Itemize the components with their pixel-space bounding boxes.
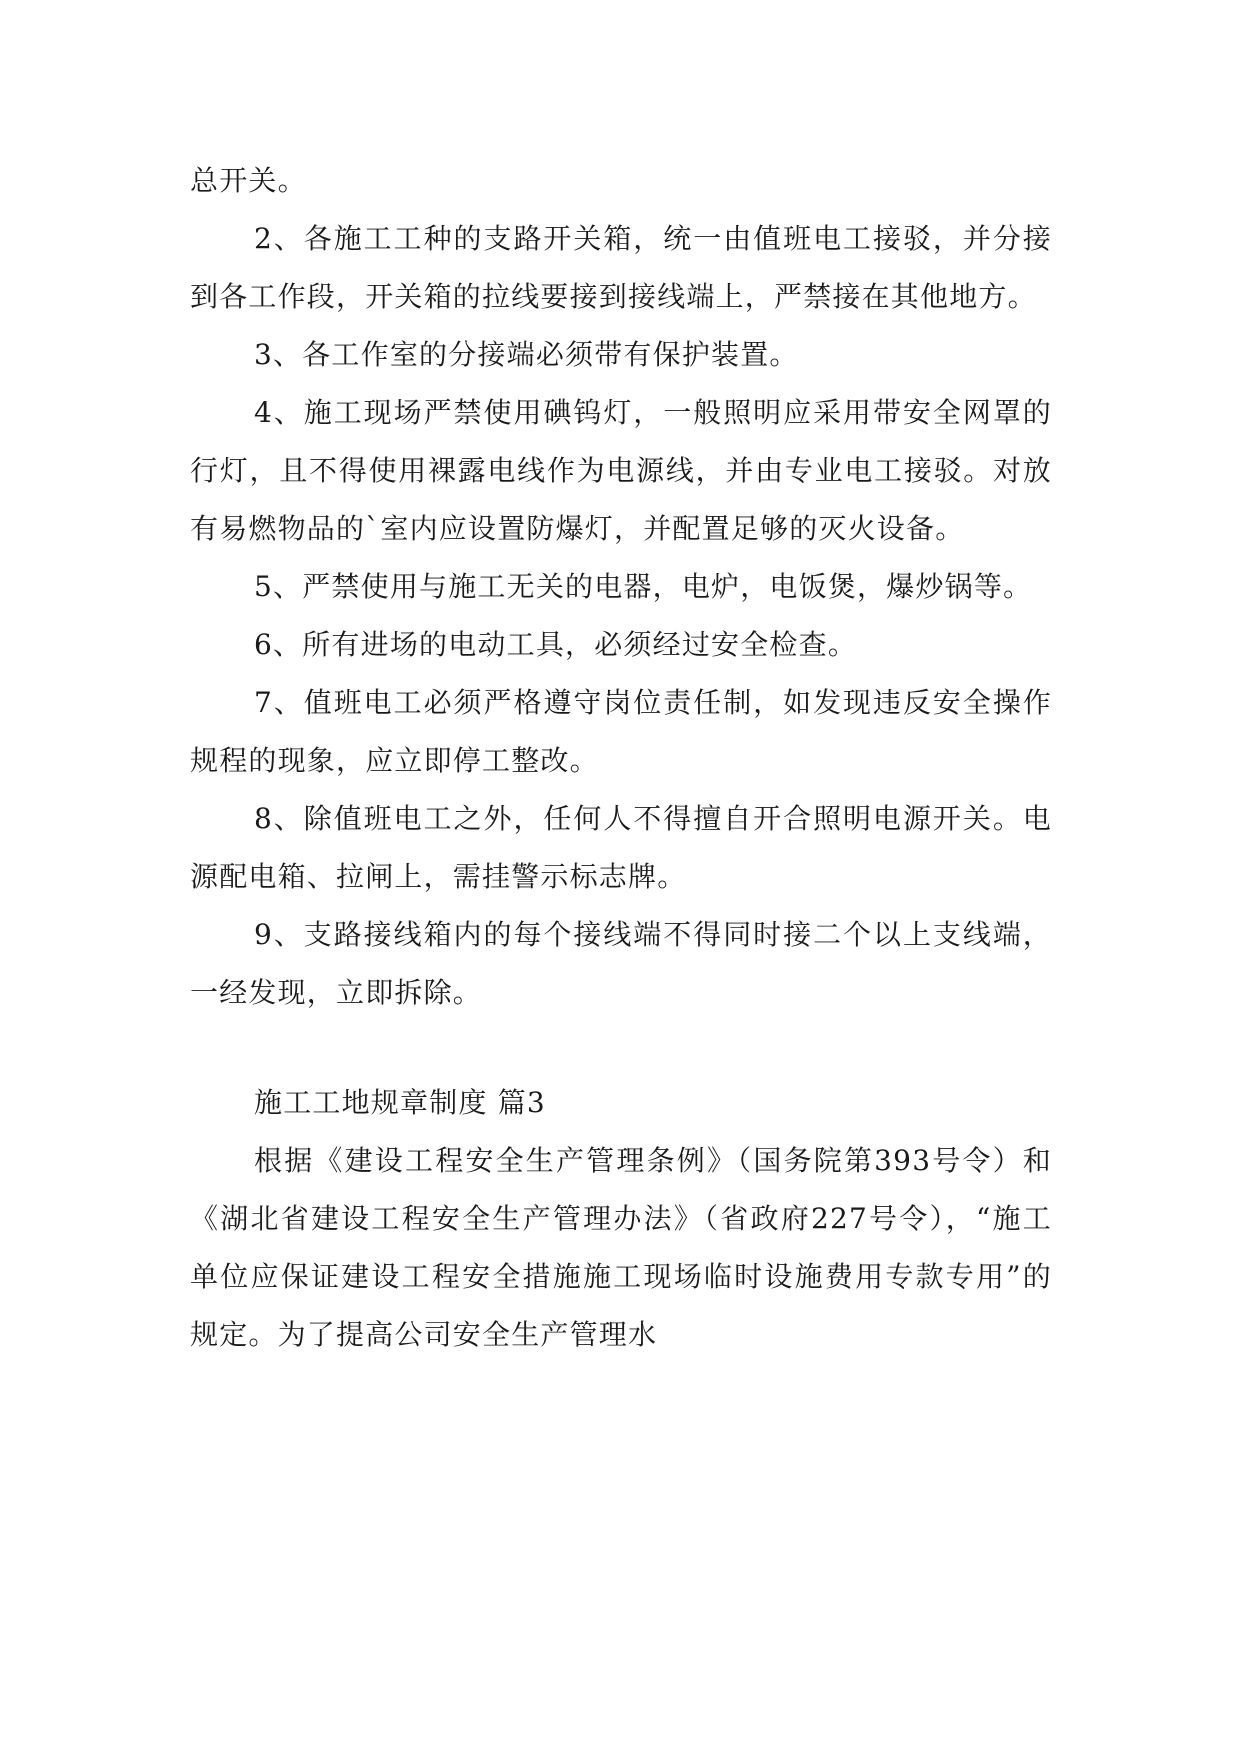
- paragraph-section3-intro: 根据《建设工程安全生产管理条例》（国务院第393号令）和《湖北省建设工程安全生产管理办法》（省政府227号令），“施工单位应保证建设工程安全措施施工现场临时设施费用专款专用”的规定。为了提高公司安全生产管理水: [190, 1144, 1052, 1351]
- section-heading: 施工工地规章制度 篇3: [254, 1086, 546, 1119]
- paragraph-continuation: 总开关。: [190, 164, 307, 197]
- paragraph-item-3: 3、各工作室的分接端必须带有保护装置。: [254, 338, 799, 371]
- paragraph-item-5: 5、严禁使用与施工无关的电器，电炉，电饭煲，爆炒锅等。: [254, 570, 1033, 603]
- paragraph-item-4: 4、施工现场严禁使用碘钨灯，一般照明应采用带安全网罩的行灯，且不得使用裸露电线作为电源线，并由专业电工接驳。对放有易燃物品的`室内应设置防爆灯，并配置足够的灭火设备。: [190, 396, 1052, 545]
- document-page: [190, 152, 1052, 1364]
- paragraph-item-8: 8、除值班电工之外，任何人不得擅自开合照明电源开关。电源配电箱、拉闸上，需挂警示标志牌。: [190, 802, 1052, 893]
- paragraph-item-6: 6、所有进场的电动工具，必须经过安全检查。: [254, 628, 858, 661]
- paragraph-item-2: 2、各施工工种的支路开关箱，统一由值班电工接驳，并分接到各工作段，开关箱的拉线要接到接线端上，严禁接在其他地方。: [190, 222, 1052, 313]
- paragraph-item-7: 7、值班电工必须严格遵守岗位责任制，如发现违反安全操作规程的现象，应立即停工整改。: [190, 686, 1052, 777]
- paragraph-item-9: 9、支路接线箱内的每个接线端不得同时接二个以上支线端，一经发现，立即拆除。: [190, 918, 1052, 1009]
